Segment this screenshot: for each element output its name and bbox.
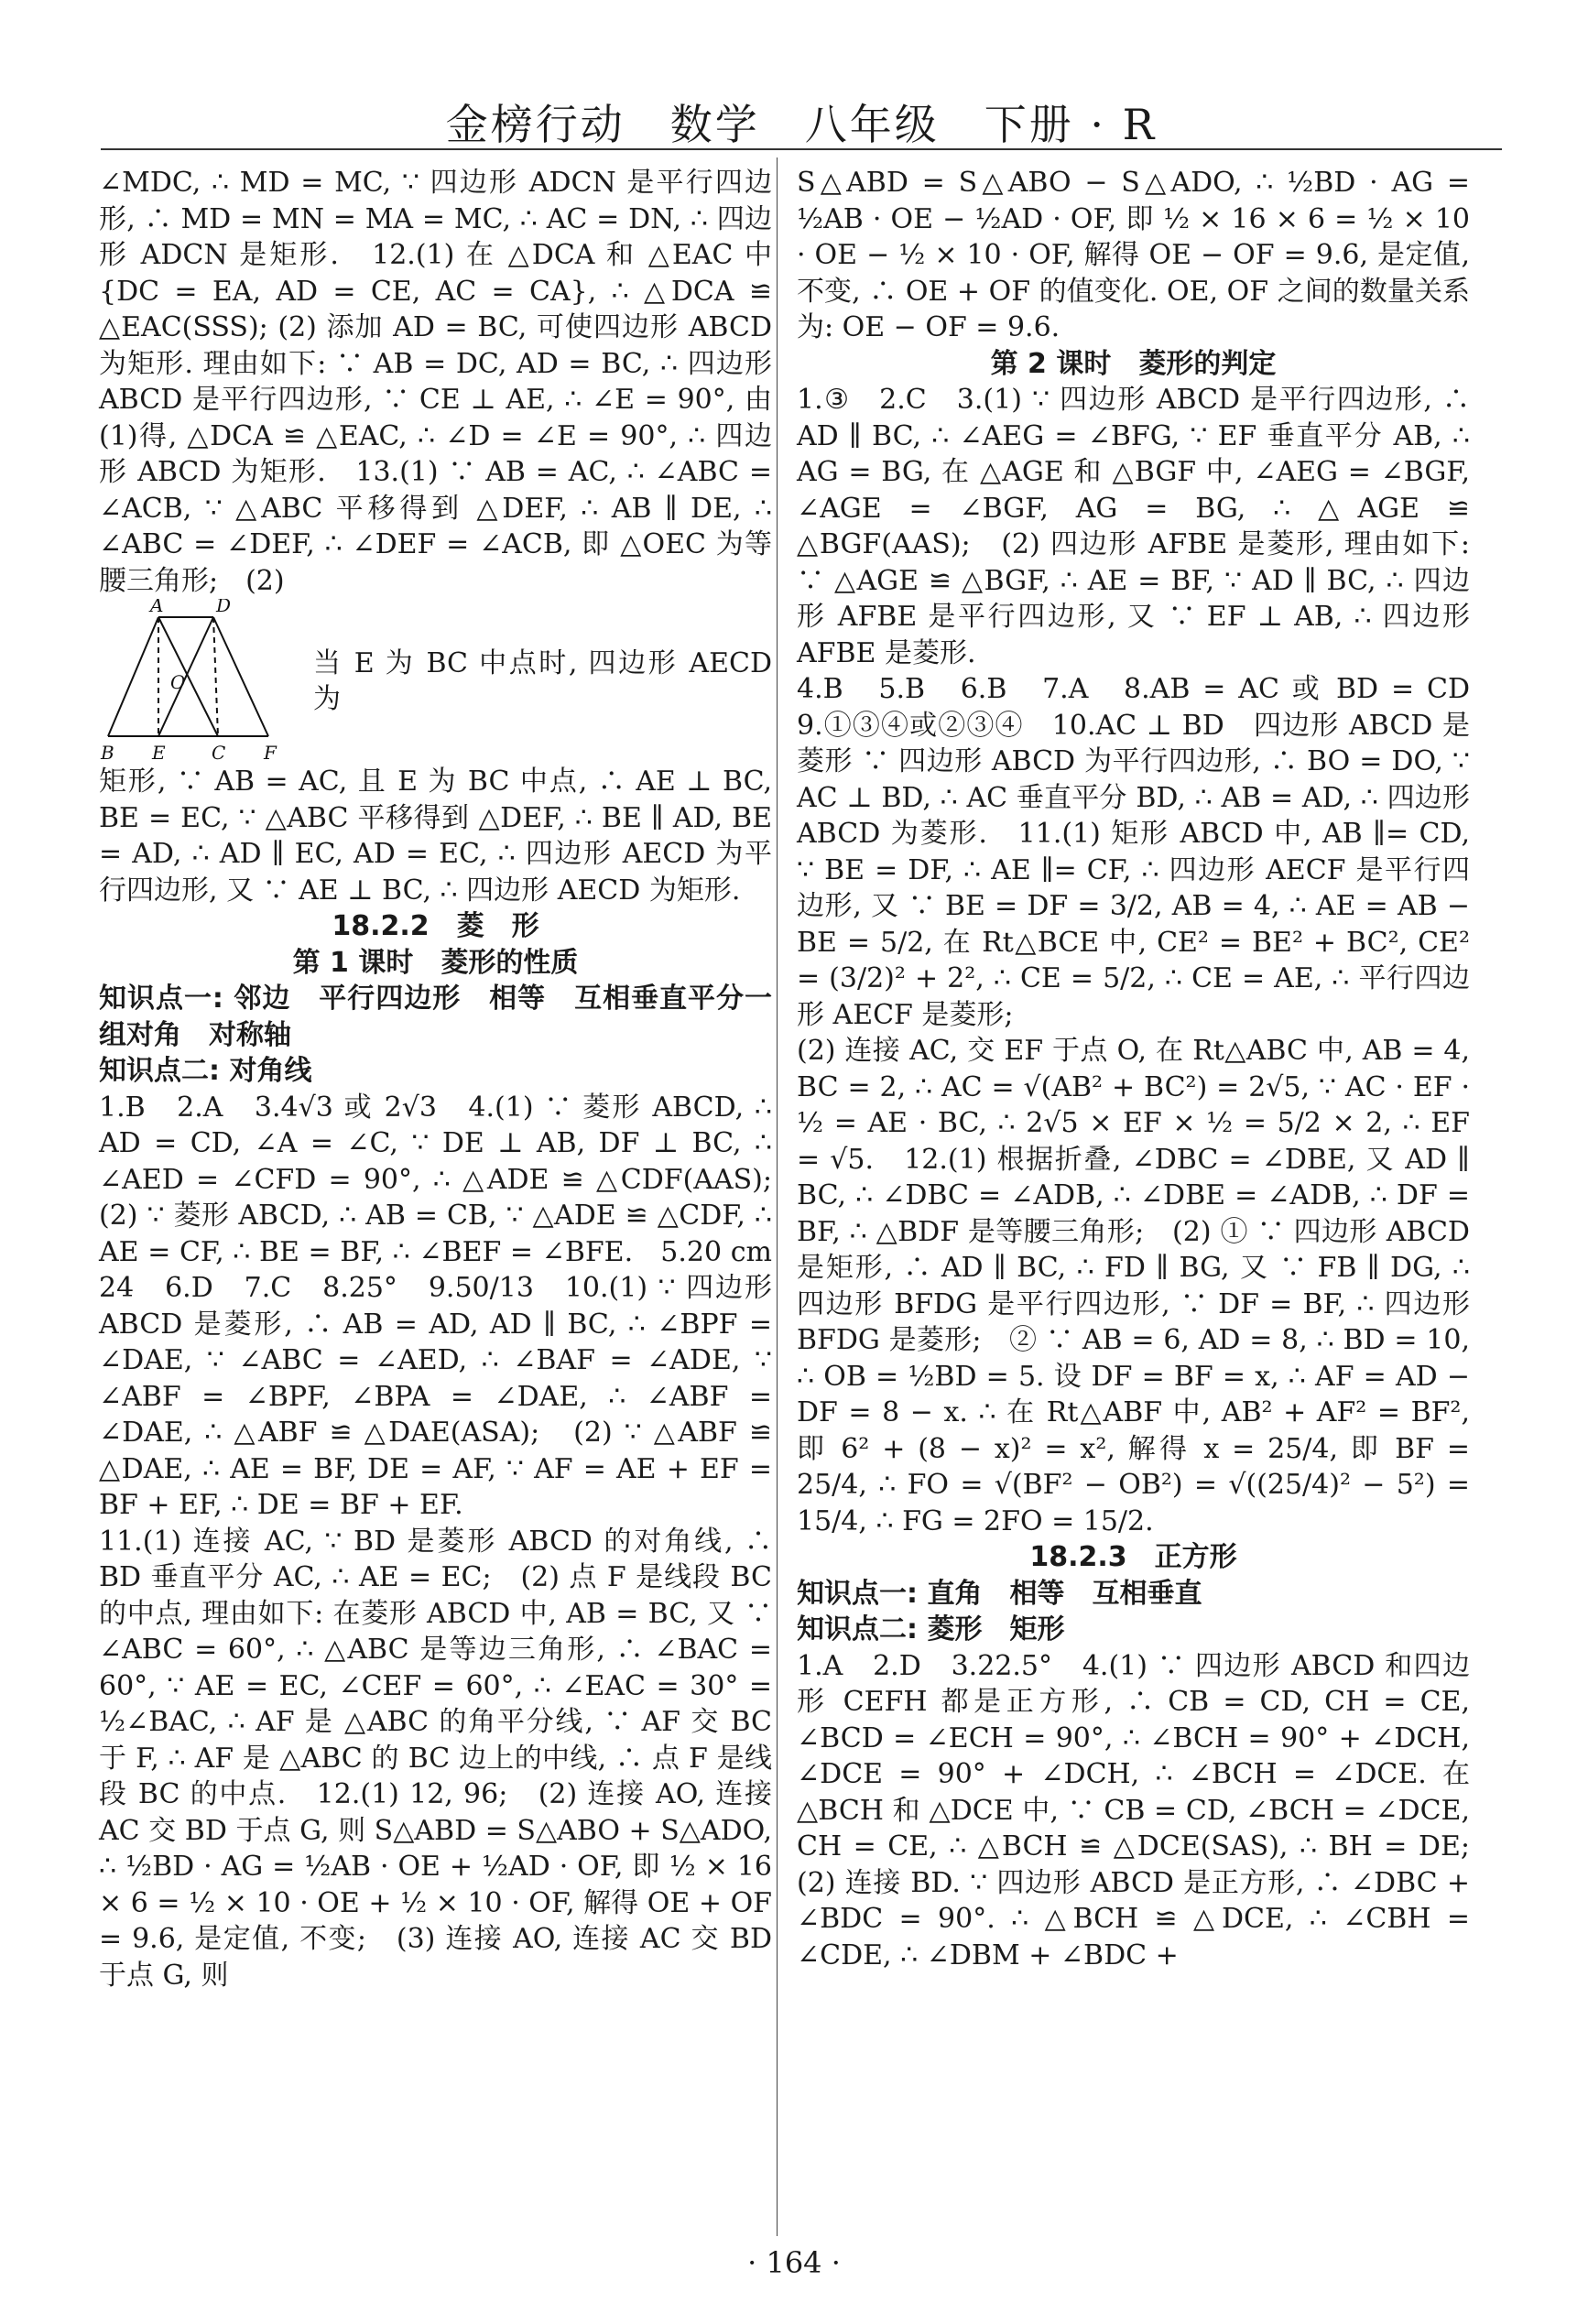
right-para-1: S△ABD = S△ABO − S△ADO, ∴ ½BD · AG = ½AB · OE − ½AD · OF, 即 ½ × 16 × 6 = ½ × 10 · OE − ½ × 10 · OF, 解得 OE − OF = 9.6, 是定值, 不变, ∴ OE + OF 的值变化. OE, OF 之间的数量关系为: OE − OF = 9.6. xyxy=(797,167,1470,343)
section-heading-rhombus: 18.2.2 菱 形 xyxy=(332,910,539,942)
label-c: C xyxy=(212,742,226,764)
label-d: D xyxy=(216,599,232,616)
section-heading-square: 18.2.3 正方形 xyxy=(1029,1541,1237,1573)
right-para-5: 1.A 2.D 3.22.5° 4.(1) ∵ 四边形 ABCD 和四边形 CEFH 都是正方形, ∴ CB = CD, CH = CE, ∠BCD = ∠ECH = 90°, ∴ ∠BCH = 90° + ∠DCH, ∠DCE = 90° + ∠DCH, ∴ ∠BCH = ∠DCE. 在 △BCH 和 △DCE 中, ∵ CB = CD, ∠BCH = ∠DCE, CH = CE, ∴ △BCH ≌ △DCE(SAS), ∴ BH = DE; (2) 连接 BD. ∵ 四边形 ABCD 是正方形, ∴ ∠DBC + ∠BDC = 90°. ∴ △BCH ≌ △DCE, ∴ ∠CBH = ∠CDE, ∴ ∠DBM + ∠BDC + xyxy=(797,1649,1497,1971)
label-b: B xyxy=(101,742,114,764)
label-o: O xyxy=(170,671,186,693)
lesson-1-heading: 第 1 课时 菱形的性质 xyxy=(292,946,579,979)
left-para-answers-2: 11.(1) 连接 AC, ∵ BD 是菱形 ABCD 的对角线, ∴ BD 垂直平分 AC, ∴ AE = EC; (2) 点 F 是线段 BC 的中点, 理由如下: 在菱形 ABCD 中, AB = BC, 又 ∵ ∠ABC = 60°, ∴ △ABC 是等边三角形, ∴ ∠BAC = 60°, ∵ AE = EC, ∠CEF = 60°, ∴ ∠EAC = 30° = ½∠BAC, ∴ AF 是 △ABC 的角平分线, ∵ AF 交 BC 于 F, ∴ AF 是 △ABC 的 BC 边上的中线, ∴ 点 F 是线段 BC 的中点. 12.(1) 12, 96; (2) 连接 AO, 连接 AC 交 BD 于点 G, 则 S△ABD = S△ABO + S△ADO, ∴ ½BD · AG = ½AB · OE + ½AD · OF, 即 ½ × 16 × 6 = ½ × 10 · OE + ½ × 10 · OF, 解得 OE + OF = 9.6, 是定值, 不变; (3) 连接 AO, 连接 AC 交 BD 于点 G, 则 xyxy=(99,1525,772,1992)
label-f: F xyxy=(264,742,277,764)
right-para-4: (2) 连接 AC, 交 EF 于点 O, 在 Rt△ABC 中, AB = 4, BC = 2, ∴ AC = √(AB² + BC²) = 2√5, ∵ AC · EF · ½ = AE · BC, ∴ 2√5 × EF × ½ = 5/2 × 2, ∴ EF = √5. 12.(1) 根据折叠, ∠DBC = ∠DBE, 又 AD ∥ BC, ∴ ∠DBC = ∠ADB, ∴ ∠DBE = ∠ADB, ∴ DF = BF, ∴ △BDF 是等腰三角形; (2) ① ∵ 四边形 ABCD 是矩形, ∴ AD ∥ BC, ∴ FD ∥ BG, 又 ∵ FB ∥ DG, ∴ 四边形 BFDG 是平行四边形, ∵ DF = BF, ∴ 四边形 BFDG 是菱形; ② ∵ AB = 6, AD = 8, ∴ BD = 10, ∴ OB = ½BD = 5. 设 DF = BF = x, ∴ AF = AD − DF = 8 − x. ∴ 在 Rt△ABF 中, AB² + AF² = BF², 即 6² + (8 − x)² = x², 解得 x = 25/4, 即 BF = 25/4, ∴ FO = √(BF² − OB²) = √((25/4)² − 5²) = 15/4, ∴ FG = 2FO = 15/2. xyxy=(797,1035,1470,1537)
lesson-2-heading: 第 2 课时 菱形的判定 xyxy=(990,347,1277,380)
left-para-1: ∠MDC, ∴ MD = MC, ∵ 四边形 ADCN 是平行四边形, ∴ MD = MN = MA = MC, ∴ AC = DN, ∴ 四边形 ADCN 是矩形. 12.(1) 在 △DCA 和 △EAC 中 {DC = EA, AD = CE, AC = CA}, ∴ △DCA ≌ △EAC(SSS); (2) 添加 AD = BC, 可使四边形 ABCD 为矩形. 理由如下: ∵ AB = DC, AD = BC, ∴ 四边形 ABCD 是平行四边形, ∵ CE ⊥ AE, ∴ ∠E = 90°, 由(1)得, △DCA ≌ △EAC, ∴ ∠D = ∠E = 90°, ∴ 四边形 ABCD 为矩形. 13.(1) ∵ AB = AC, ∴ ∠ABC = ∠ACB, ∵ △ABC 平移得到 △DEF, ∴ AB ∥ DE, ∴ ∠ABC = ∠DEF, ∴ ∠DEF = ∠ACB, 即 △OEC 为等腰三角形; (2) xyxy=(99,167,772,597)
page-number: · 164 · xyxy=(747,2245,841,2280)
knowledge-point-2: 知识点二: 对角线 xyxy=(99,1055,312,1087)
header-title: 金榜行动 数学 八年级 下册 · R xyxy=(445,100,1158,149)
left-para-2: 当 E 为 BC 中点时, 四边形 AECD 为 xyxy=(313,646,772,715)
figure-row xyxy=(99,599,772,764)
label-a: A xyxy=(150,599,164,616)
left-para-3: 矩形, ∵ AB = AC, 且 E 为 BC 中点, ∴ AE ⊥ BC, BE = EC, ∵ △ABC 平移得到 △DEF, ∴ BE ∥ AD, BE = AD, ∴ AD ∥ EC, AD = EC, ∴ 四边形 AECD 为平行四边形, 又 ∵ AE ⊥ BC, ∴ 四边形 AECD 为矩形. xyxy=(99,766,772,907)
right-para-3: 4.B 5.B 6.B 7.A 8.AB = AC 或 BD = CD 9.①③④或②③④ 10.AC ⊥ BD 四边形 ABCD 是菱形 ∵ 四边形 ABCD 为平行四边形, ∴ BO = DO, ∵ AC ⊥ BD, ∴ AC 垂直平分 BD, ∴ AB = AD, ∴ 四边形 ABCD 为菱形. 11.(1) 矩形 ABCD 中, AB ∥= CD, ∵ BE = DF, ∴ AE ∥= CF, ∴ 四边形 AECF 是平行四边形, 又 ∵ BE = DF = 3/2, AB = 4, ∴ AE = AB − BE = 5/2, 在 Rt△BCE 中, CE² = BE² + BC², CE² = (3/2)² + 2², ∴ CE = 5/2, ∴ CE = AE, ∴ 平行四边形 AECF 是菱形; xyxy=(797,673,1497,1031)
right-para-2: 1.③ 2.C 3.(1) ∵ 四边形 ABCD 是平行四边形, ∴ AD ∥ BC, ∴ ∠AEG = ∠BFG, ∵ EF 垂直平分 AB, ∴ AG = BG, 在 △AGE 和 △BGF 中, ∠AEG = ∠BGF, ∠AGE = ∠BGF, AG = BG, ∴ △AGE ≌ △BGF(AAS); (2) 四边形 AFBE 是菱形, 理由如下: ∵ △AGE ≌ △BGF, ∴ AE = BF, ∵ AD ∥ BC, ∴ 四边形 AFBE 是平行四边形, 又 ∵ EF ⊥ AB, ∴ 四边形 AFBE 是菱形. xyxy=(797,384,1470,669)
left-column xyxy=(99,165,799,1993)
label-e: E xyxy=(152,742,166,764)
page-header xyxy=(101,92,1502,150)
column-divider xyxy=(777,157,778,2236)
translation-figure xyxy=(99,599,300,764)
square-knowledge-point-2: 知识点二: 菱形 矩形 xyxy=(797,1613,1065,1645)
right-column xyxy=(797,165,1497,1973)
knowledge-point-1: 知识点一: 邻边 平行四边形 相等 互相垂直平分一组对角 对称轴 xyxy=(99,983,772,1051)
square-knowledge-point-1: 知识点一: 直角 相等 互相垂直 xyxy=(797,1577,1202,1610)
left-para-answers-1: 1.B 2.A 3.4√3 或 2√3 4.(1) ∵ 菱形 ABCD, ∴ AD = CD, ∠A = ∠C, ∵ DE ⊥ AB, DF ⊥ BC, ∴ ∠AED = ∠CFD = 90°, ∴ △ADE ≌ △CDF(AAS); (2) ∵ 菱形 ABCD, ∴ AB = CB, ∵ △ADE ≌ △CDF, ∴ AE = CF, ∴ BE = BF, ∴ ∠BEF = ∠BFE. 5.20 cm 24 6.D 7.C 8.25° 9.50/13 10.(1) ∵ 四边形 ABCD 是菱形, ∴ AB = AD, AD ∥ BC, ∴ ∠BPF = ∠DAE, ∵ ∠ABC = ∠AED, ∴ ∠BAF = ∠ADE, ∵ ∠ABF = ∠BPF, ∠BPA = ∠DAE, ∴ ∠ABF = ∠DAE, ∴ △ABF ≌ △DAE(ASA); (2) ∵ △ABF ≌ △DAE, ∴ AE = BF, DE = AF, ∵ AF = AE + EF = BF + EF, ∴ DE = BF + EF. xyxy=(99,1091,799,1521)
